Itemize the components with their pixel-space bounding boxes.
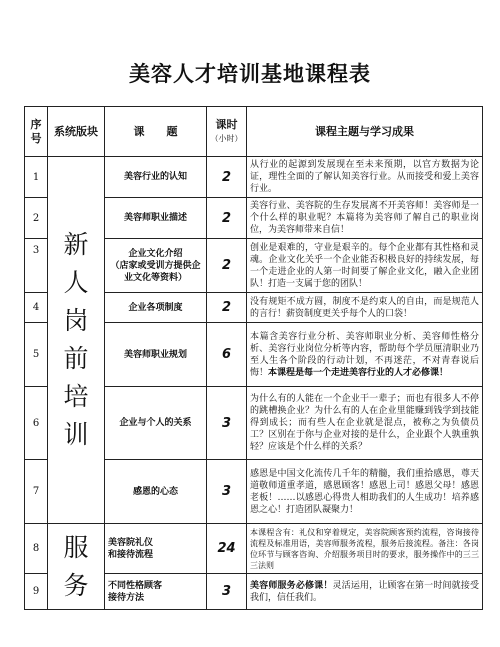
row-topic: 企业各项制度 [105, 293, 207, 323]
desc-text: 创业是艰难的，守业是艰辛的。每个企业都有其性格和灵魂。企业文化关乎一个企业能否积极良好的持续发展，每一个走进企业的人第一时间要了解企业文化，融入企业团队！打造一支属于您的团队！ [250, 242, 479, 289]
row-hours: 3 [207, 574, 247, 610]
row-number: 3 [25, 239, 48, 293]
row-topic: 不同性格顾客 接待方法 [105, 574, 207, 610]
row-topic: 美容师职业描述 [105, 198, 207, 239]
header-hours-label: 课时 [215, 117, 238, 131]
row-number: 9 [25, 574, 48, 610]
row-description [247, 198, 483, 239]
row-description [247, 239, 483, 293]
module-cell-onboarding [48, 157, 105, 524]
row-number: 1 [25, 157, 48, 198]
row-topic: 感恩的心态 [105, 460, 207, 524]
row-number: 8 [25, 524, 48, 574]
row-number: 5 [25, 323, 48, 387]
desc-text: 没有规矩不成方圆，制度不是约束人的自由，而是规范人的言行！薪资制度更关乎每个人的口袋！ [250, 296, 479, 319]
row-description [247, 323, 483, 387]
header-hours [207, 107, 247, 157]
desc-text: 为什么有的人能在一个企业干一辈子；而也有很多人不停的跳槽换企业？为什么有的人在企业里能赚到钱学到技能得到成长；而有些人在企业就是混点，被称之为负债员工？区别在于你与企业对接的是什么，企业跟个人孰重孰轻？应该是个什么样的关系？ [250, 394, 479, 452]
row-topic: 美容师职业规划 [105, 323, 207, 387]
row-description [247, 460, 483, 524]
row-description [247, 387, 483, 460]
desc-text: 本篇含美容行业分析、美容师职业分析、美容师性格分析、美容行业岗位分析等内容，帮助每个学员厘清职业乃至人生各个阶段的行动计划，不再迷茫，不对青春说后悔！ [250, 331, 479, 378]
desc-text: 美容行业、美容院的生存发展离不开美容师！美容师是一个什么样的职业呢？本篇将为美容师了解自己的职业岗位，为美容师带来自信！ [250, 201, 479, 235]
module-cell-service [48, 524, 105, 610]
row-topic: 美容行业的认知 [105, 157, 207, 198]
desc-text: 从行业的起源到发展现在至未来预期，以官方数据为论证，理性全面的了解认知美容行业。从而接受和爱上美容行业。 [250, 160, 479, 194]
desc-text: 灵活运用，让顾客在第一时间就接受我们，信任我们。 [250, 580, 479, 603]
row-hours: 6 [207, 323, 247, 387]
row-hours: 24 [207, 524, 247, 574]
row-hours: 3 [207, 460, 247, 524]
row-hours: 2 [207, 293, 247, 323]
module-label: 服务 [63, 532, 89, 600]
row-number: 7 [25, 460, 48, 524]
course-table [24, 106, 483, 610]
table-header-row [25, 107, 483, 157]
table-row [25, 524, 483, 574]
page-title: 美容人才培训基地课程表 [129, 62, 371, 86]
row-topic: 企业文化介绍 （店家或受训方提供企业文化等资料） [105, 239, 207, 293]
row-description [247, 574, 483, 610]
desc-emphasis: 本课程是每一个走进美容行业的人才必修课！ [268, 367, 449, 378]
row-hours: 2 [207, 157, 247, 198]
header-module: 系统版块 [48, 107, 105, 157]
row-number: 6 [25, 387, 48, 460]
desc-text: 感恩是中国文化流传几千年的精髓，我们重拾感恩，尊天道敬师道重孝道，感恩顾客！感恩上司！感恩父母！感恩老板！……以感恩心得贵人相助我们的人生成功！培养感恩之心！打造团队凝聚力！ [250, 468, 479, 515]
desc-emphasis: 美容师服务必修课！ [250, 580, 333, 591]
row-hours: 2 [207, 239, 247, 293]
table-row [25, 157, 483, 198]
desc-text: 本课程含有：礼仪和穿着规定，美容院顾客预约流程，咨询接待流程及标准用语，美容师服务流程，服务后接流程。备注：各岗位环节与顾客咨询、介绍服务项目时的要求，服务操作中的三三三法则 [250, 527, 479, 570]
row-description [247, 293, 483, 323]
module-label: 新人岗前培训 [63, 230, 89, 449]
row-description [247, 524, 483, 574]
row-topic: 美容院礼仪 和接待流程 [105, 524, 207, 574]
row-number: 4 [25, 293, 48, 323]
header-topic: 课 题 [105, 107, 207, 157]
row-topic: 企业与个人的关系 [105, 387, 207, 460]
row-number: 2 [25, 198, 48, 239]
header-content: 课程主题与学习成果 [247, 107, 483, 157]
row-description [247, 157, 483, 198]
row-hours: 3 [207, 387, 247, 460]
row-hours: 2 [207, 198, 247, 239]
header-hours-unit: （小时） [210, 133, 243, 143]
header-no: 序号 [25, 107, 48, 157]
